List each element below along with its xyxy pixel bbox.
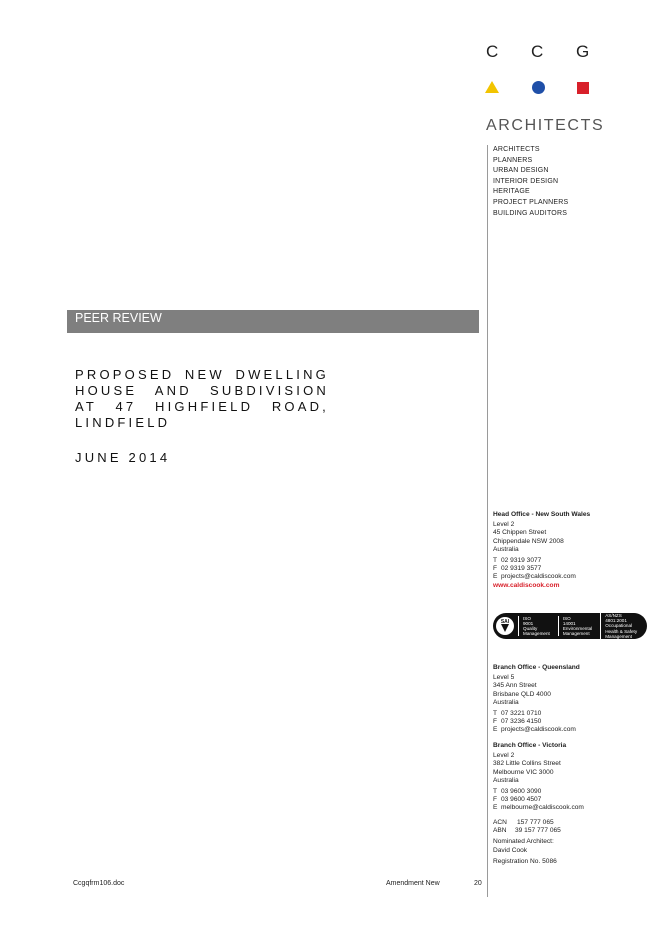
certification-badges xyxy=(493,613,647,639)
email-link[interactable]: projects@caldiscook.com xyxy=(501,573,576,581)
service-item: URBAN DESIGN xyxy=(493,167,549,175)
logo-letter-c1: C xyxy=(486,42,499,61)
email-row xyxy=(493,726,633,734)
email-key: E xyxy=(493,804,498,812)
service-item: BUILDING AUDITORS xyxy=(493,209,568,217)
blue-circle-icon xyxy=(532,81,545,94)
fax-key: F xyxy=(493,718,498,726)
nominated-architect-label: Nominated Architect: xyxy=(493,838,554,846)
address-line: Level 5 xyxy=(493,674,515,682)
red-square-icon xyxy=(577,82,589,94)
phone-row xyxy=(493,557,633,565)
address-line: Australia xyxy=(493,776,519,784)
yellow-triangle-icon xyxy=(485,81,499,93)
address-line: Level 2 xyxy=(493,521,515,529)
service-item: INTERIOR DESIGN xyxy=(493,177,559,185)
phone-value: 07 3221 0710 xyxy=(501,710,542,718)
iso-badge-pill xyxy=(493,613,647,639)
acn-value: 157 777 065 xyxy=(517,819,554,826)
address-line: Level 2 xyxy=(493,752,515,760)
fax-row xyxy=(493,718,633,726)
address-line: Australia xyxy=(493,545,519,553)
acn-row xyxy=(493,819,633,827)
company-details xyxy=(493,819,633,866)
branch-qld-block xyxy=(493,664,633,735)
footer-filename: Ccgqfrm106.doc xyxy=(73,880,125,887)
nominated-architect-name: David Cook xyxy=(493,846,528,854)
report-type-label: PEER REVIEW xyxy=(75,311,162,325)
acn-key: ACN xyxy=(493,819,507,826)
fax-value: 02 9319 3577 xyxy=(501,565,542,573)
fax-row xyxy=(493,565,633,573)
website-link[interactable]: www.caldiscook.com xyxy=(493,581,560,589)
email-row xyxy=(493,804,633,812)
email-key: E xyxy=(493,573,498,581)
address-line: Brisbane QLD 4000 xyxy=(493,690,551,698)
registration-number: Registration No. 5086 xyxy=(493,857,557,865)
logo-letter-g: G xyxy=(576,42,590,61)
phone-value: 03 9600 3090 xyxy=(501,788,542,796)
fax-value: 03 9600 4507 xyxy=(501,796,542,804)
abn-row xyxy=(493,827,633,835)
phone-key: T xyxy=(493,710,498,718)
service-item: PROJECT PLANNERS xyxy=(493,198,569,206)
branch-vic-block xyxy=(493,742,633,813)
email-row xyxy=(493,573,633,581)
address-line: 345 Ann Street xyxy=(493,682,537,690)
phone-key: T xyxy=(493,788,498,796)
abn-key: ABN xyxy=(493,827,507,835)
fax-key: F xyxy=(493,565,498,573)
address-line: Melbourne VIC 3000 xyxy=(493,768,554,776)
footer-page-number: 20 xyxy=(474,880,482,887)
branch-vic-heading: Branch Office - Victoria xyxy=(493,742,567,749)
email-link[interactable]: projects@caldiscook.com xyxy=(501,726,576,734)
report-type-banner xyxy=(67,310,479,333)
logo-wordmark: ARCHITECTS xyxy=(486,117,605,134)
service-item: PLANNERS xyxy=(493,156,533,164)
fax-row xyxy=(493,796,633,804)
service-item: HERITAGE xyxy=(493,188,530,196)
address-line: 382 Little Collins Street xyxy=(493,760,561,768)
head-office-heading: Head Office - New South Wales xyxy=(493,511,591,518)
phone-key: T xyxy=(493,557,498,565)
asnzs-4801-badge: AS/NZS 4801:2001 Occupational Health & Safety Management xyxy=(600,613,641,639)
phone-row xyxy=(493,788,633,796)
iso-14001-badge: ISO 14001 Environmental Management xyxy=(558,616,596,637)
sai-logo-text: SAI xyxy=(500,619,510,625)
address-line: Australia xyxy=(493,698,519,706)
logo-letter-c2: C xyxy=(531,42,544,61)
footer-amendment: Amendment New xyxy=(386,880,440,887)
address-line: Chippendale NSW 2008 xyxy=(493,537,564,545)
head-office-block xyxy=(493,511,633,590)
phone-value: 02 9319 3077 xyxy=(501,557,542,565)
report-date: JUNE 2014 xyxy=(75,450,171,465)
vertical-divider xyxy=(487,145,488,897)
report-title: PROPOSED NEW DWELLING HOUSE AND SUBDIVISION AT 47 HIGHFIELD ROAD, LINDFIELD xyxy=(75,367,329,430)
email-link[interactable]: melbourne@caldiscook.com xyxy=(501,804,584,812)
service-item: ARCHITECTS xyxy=(493,146,540,153)
sai-certification-icon xyxy=(496,617,514,635)
branch-qld-heading: Branch Office - Queensland xyxy=(493,664,580,671)
email-key: E xyxy=(493,726,498,734)
address-line: 45 Chippen Street xyxy=(493,529,547,537)
fax-value: 07 3236 4150 xyxy=(501,718,542,726)
abn-value: 39 157 777 065 xyxy=(515,827,561,835)
iso-9001-badge: ISO 9001 Quality Management xyxy=(518,616,554,637)
services-list xyxy=(493,145,568,219)
fax-key: F xyxy=(493,796,498,804)
phone-row xyxy=(493,710,633,718)
